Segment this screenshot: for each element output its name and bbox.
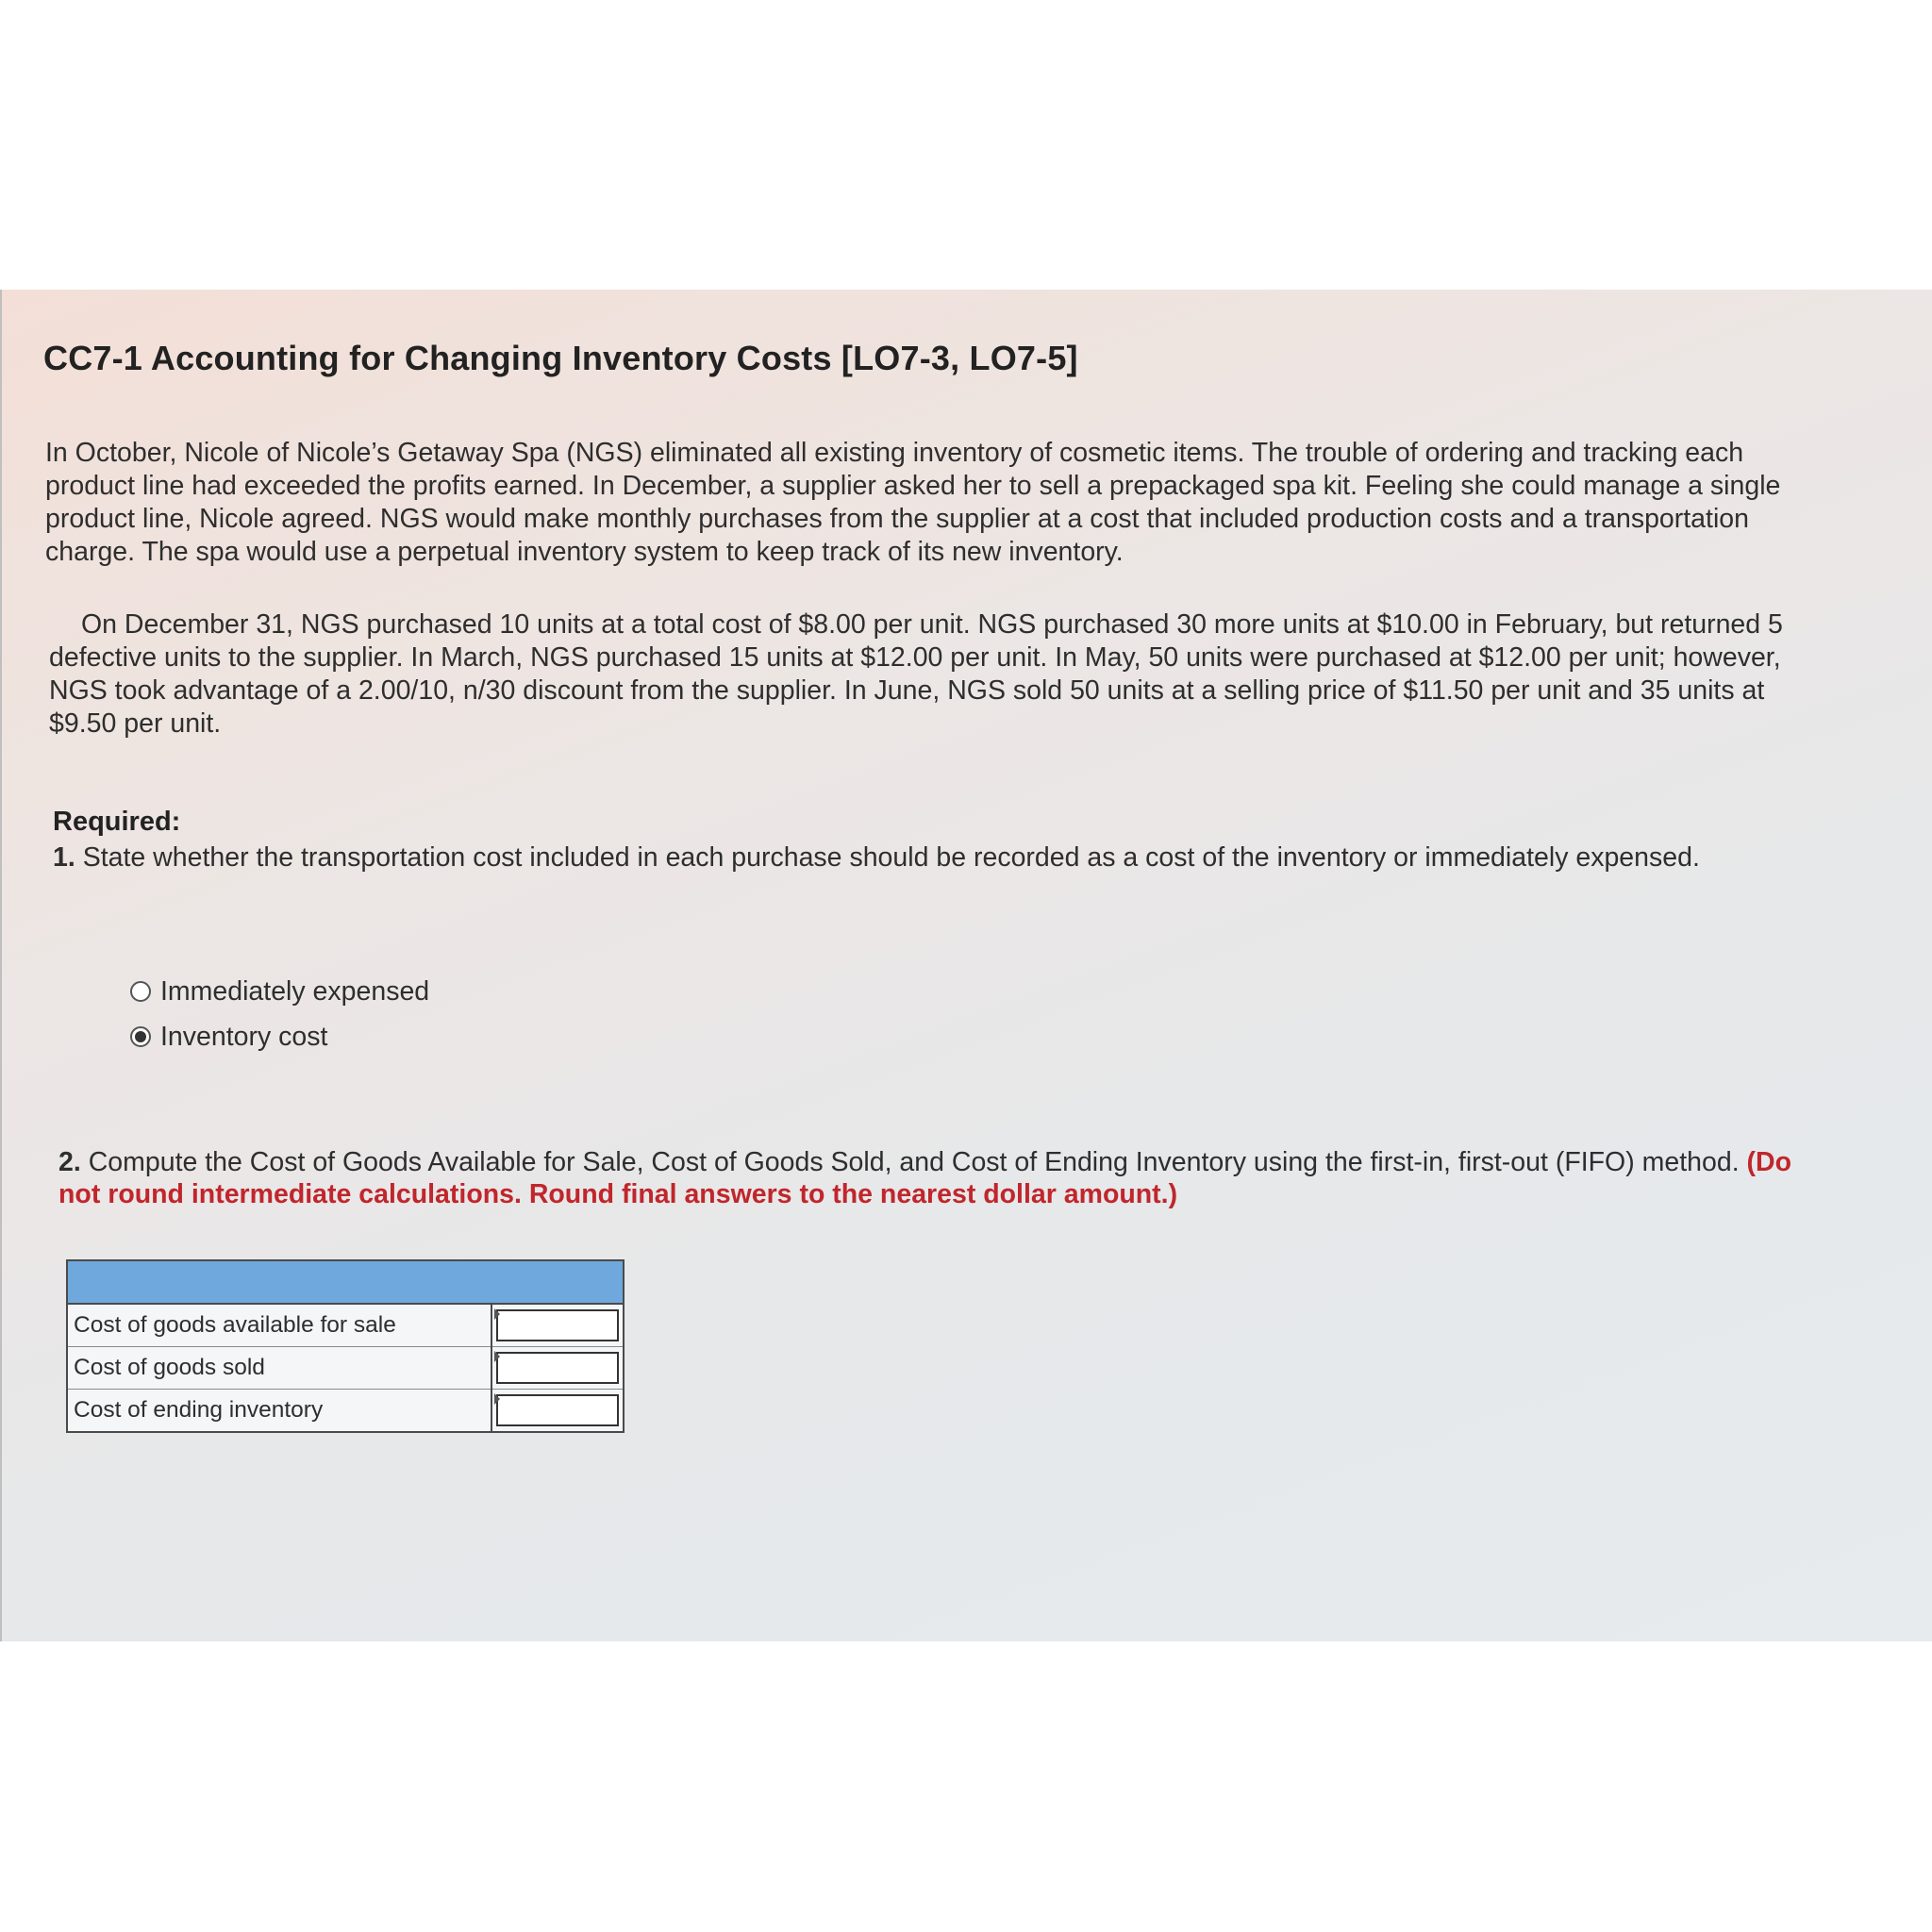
- cell-ending-inventory: [491, 1390, 624, 1433]
- problem-title: CC7-1 Accounting for Changing Inventory Costs [LO7-3, LO7-5]: [43, 339, 1078, 377]
- fifo-answer-table: [66, 1259, 625, 1433]
- table-row: [67, 1390, 624, 1433]
- row-label-goods-available: Cost of goods available for sale: [67, 1304, 491, 1347]
- question-2-instruction: (Do not round intermediate calculations. Round final answers to the nearest dollar amount.): [58, 1147, 1792, 1209]
- option-immediately-expensed[interactable]: [130, 969, 429, 1014]
- question-1: [53, 842, 1779, 874]
- table-header: [67, 1260, 624, 1304]
- question-2-number: 2.: [58, 1147, 81, 1177]
- question-1-number: 1.: [53, 842, 75, 873]
- question-1-text: State whether the transportation cost included in each purchase should be recorded as a cost of the inventory or immediately expensed.: [82, 842, 1700, 873]
- row-label-goods-sold: Cost of goods sold: [67, 1347, 491, 1390]
- question-2: [58, 1146, 1794, 1210]
- cell-goods-available: [491, 1304, 624, 1347]
- row-label-ending-inventory: Cost of ending inventory: [67, 1390, 491, 1433]
- option-inventory-cost[interactable]: [130, 1014, 429, 1059]
- option-immediately-expensed-label: Immediately expensed: [160, 975, 430, 1007]
- table-row: [67, 1304, 624, 1347]
- question-2-text: Compute the Cost of Goods Available for Sale, Cost of Goods Sold, and Cost of Ending Inventory using the first-in, first-out (FIFO) method.: [88, 1147, 1740, 1177]
- assignment-screen: [0, 290, 1932, 1641]
- radio-inventory-cost[interactable]: [130, 1026, 151, 1047]
- table-row: [67, 1347, 624, 1390]
- details-paragraph: On December 31, NGS purchased 10 units at a total cost of $8.00 per unit. NGS purchased 30 more units at $10.00 in February, but returned 5 defective units to the supplier. In March, NGS purchased 15 units at $12.00 per unit. In May, 50 units were purchased at $12.00 per unit; however, NGS took advantage of a 2.00/10, n/30 discount from the supplier. In June, NGS sold 50 units at a selling price of $11.50 per unit and 35 units at $9.50 per unit.: [49, 609, 1783, 739]
- question-1-options: [130, 969, 429, 1059]
- ending-inventory-input[interactable]: [496, 1394, 619, 1426]
- option-inventory-cost-label: Inventory cost: [160, 1021, 328, 1052]
- radio-immediately-expensed[interactable]: [130, 981, 151, 1002]
- goods-available-input[interactable]: [496, 1309, 619, 1341]
- goods-sold-input[interactable]: [496, 1352, 619, 1384]
- required-heading: Required:: [53, 807, 181, 837]
- intro-paragraph: In October, Nicole of Nicole’s Getaway Spa (NGS) eliminated all existing inventory of cosmetic items. The trouble of ordering and tracking each product line had exceeded the profits earned. In December, a supplier asked her to sell a prepackaged spa kit. Feeling she could manage a single product line, Nicole agreed. NGS would make monthly purchases from the supplier at a cost that included production costs and a transportation charge. The spa would use a perpetual inventory system to keep track of its new inventory.: [45, 438, 1781, 567]
- cell-goods-sold: [491, 1347, 624, 1390]
